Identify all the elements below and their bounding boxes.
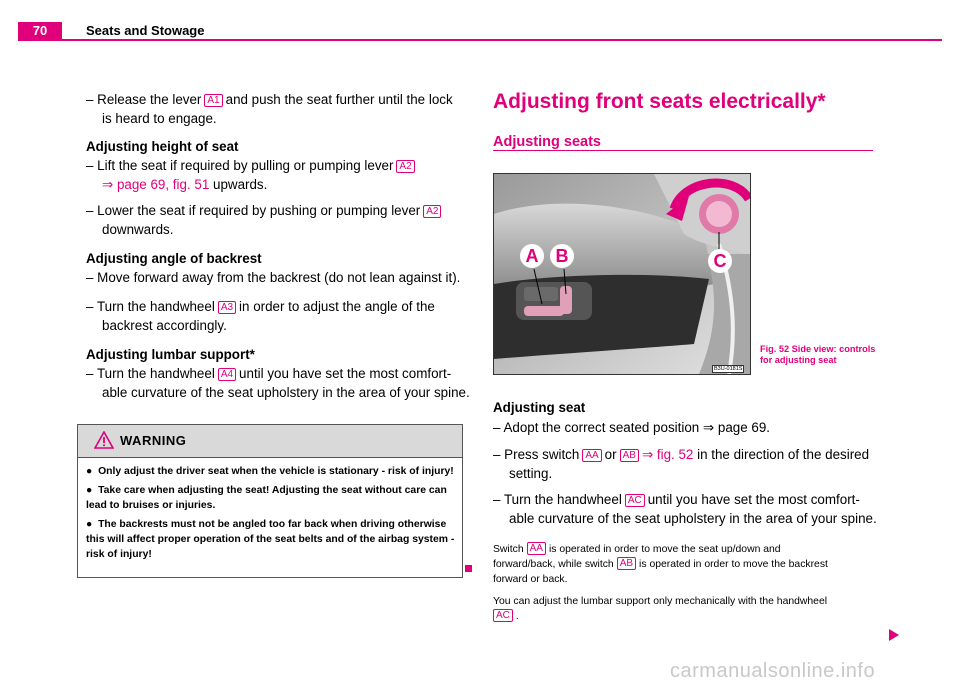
section-title: Seats and Stowage xyxy=(86,23,205,38)
warning-item: ● Take care when adjusting the seat! Adjusting the seat without care can lead to bruises or injuries. xyxy=(86,485,447,511)
label-ab: AB xyxy=(620,449,639,462)
adopt-step: – Adopt the correct seated position ⇒ page 69. xyxy=(493,420,770,435)
switch-note: Switch AA is operated in order to move the seat up/down and forward/back, while switch AB is operated in order to move the backrest forward or back. xyxy=(493,543,828,585)
lower-step: – Lower the seat if required by pushing or pumping lever A2 downwards. xyxy=(86,201,466,239)
label-a2: A2 xyxy=(423,205,441,218)
label-ac: AC xyxy=(493,609,513,622)
seat-illustration xyxy=(494,174,750,374)
watermark: carmanualsonline.info xyxy=(670,660,876,682)
warning-icon xyxy=(94,431,114,449)
seat-heading: Adjusting seat xyxy=(493,400,586,415)
handwheel-step: – Turn the handwheel AC until you have set the most comfort- able curvature of the seat upholstery in the area of your spine. xyxy=(493,492,877,526)
figure-link[interactable]: ⇒ fig. 52 xyxy=(641,447,694,462)
page-link[interactable]: ⇒ page 69, fig. 51 xyxy=(102,177,210,192)
angle-heading: Adjusting angle of backrest xyxy=(86,251,262,266)
figure-label-b: B xyxy=(550,244,574,268)
move-forward-step: – Move forward away from the backrest (do not lean against it). xyxy=(86,270,461,285)
lumbar-heading: Adjusting lumbar support* xyxy=(86,347,255,362)
main-heading: Adjusting front seats electrically* xyxy=(493,90,826,113)
sub-heading: Adjusting seats xyxy=(493,134,601,150)
sub-heading-rule xyxy=(493,150,873,151)
header-rule xyxy=(18,39,942,41)
label-a3: A3 xyxy=(218,301,236,314)
page-number: 70 xyxy=(18,22,62,40)
figure-code: B3U-0181S xyxy=(714,366,743,372)
lumbar-note: You can adjust the lumbar support only mechanically with the handwheel AC . xyxy=(493,596,828,622)
seat-figure xyxy=(493,173,751,375)
warning-item: ● The backrests must not be angled too far back when driving otherwise this will affect proper operation of the seat belts and of the airbag system - risk of injury! xyxy=(86,519,455,560)
label-ac: AC xyxy=(625,494,645,507)
turn-step: – Turn the handwheel A3 in order to adjust the angle of the backrest accordingly. xyxy=(86,299,435,333)
release-step: – Release the lever A1 and push the seat further until the lock is heard to engage. xyxy=(86,92,453,126)
figure-label-a: A xyxy=(520,244,544,268)
warning-title: WARNING xyxy=(120,433,187,448)
label-a2: A2 xyxy=(396,160,414,173)
label-aa: AA xyxy=(527,542,546,555)
lift-step: – Lift the seat if required by pulling or pumping lever A2 ⇒ page 69, fig. 51 upwards. xyxy=(86,156,466,194)
label-a1: A1 xyxy=(204,94,222,107)
label-ab: AB xyxy=(617,557,636,570)
label-aa: AA xyxy=(582,449,601,462)
label-a4: A4 xyxy=(218,368,236,381)
height-heading: Adjusting height of seat xyxy=(86,139,239,154)
warning-box xyxy=(77,424,463,578)
lumbar-step: – Turn the handwheel A4 until you have set the most comfort- able curvature of the seat upholstery in the area of your spine. xyxy=(86,366,470,400)
figure-label-c: C xyxy=(708,249,732,273)
warning-item: ● Only adjust the driver seat when the vehicle is stationary - risk of injury! xyxy=(86,466,454,477)
warning-header xyxy=(78,425,462,458)
press-step: – Press switch AA or AB ⇒ fig. 52 in the direction of the desired setting. xyxy=(493,447,870,481)
figure-caption: Fig. 52 Side view: controls for adjusting seat xyxy=(760,344,876,365)
section-end-marker xyxy=(465,565,472,572)
next-page-arrow-icon[interactable] xyxy=(888,628,900,642)
